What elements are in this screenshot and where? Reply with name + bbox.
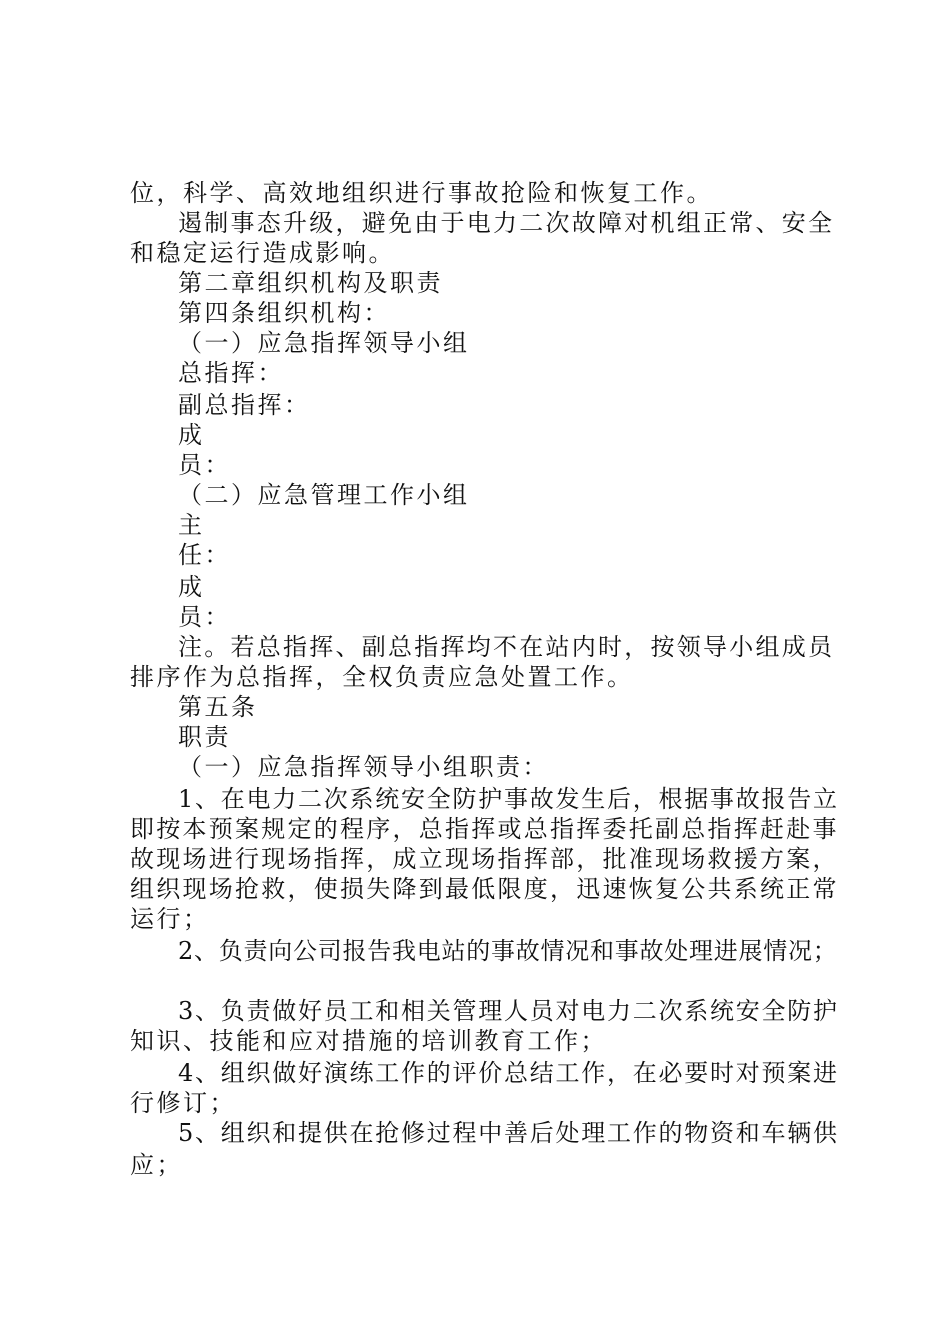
paragraph-line: 位，科学、高效地组织进行事故抢险和恢复工作。 [130, 179, 713, 207]
list-item-line: 组织现场抢救，使损失降到最低限度，迅速恢复公共系统正常 [130, 875, 839, 903]
article-heading: 职责 [178, 723, 231, 751]
list-item-line: 应； [130, 1151, 183, 1179]
role-label: 任： [178, 541, 231, 569]
list-item-line: 即按本预案规定的程序，总指挥或总指挥委托副总指挥赶赴事 [130, 815, 839, 843]
chapter-heading: 第二章组织机构及职责 [178, 269, 443, 297]
role-label: 员： [178, 603, 231, 631]
list-item-line: 行修订； [130, 1089, 236, 1117]
list-item-line: 1、在电力二次系统安全防护事故发生后，根据事故报告立 [178, 785, 839, 813]
list-item-line: 5、组织和提供在抢修过程中善后处理工作的物资和车辆供 [178, 1119, 839, 1147]
list-item-line: 运行； [130, 905, 210, 933]
list-item-line: 3、负责做好员工和相关管理人员对电力二次系统安全防护 [178, 997, 839, 1025]
section-heading: （一）应急指挥领导小组 [178, 329, 470, 357]
role-label: 成 [178, 573, 205, 601]
note-line: 注。若总指挥、副总指挥均不在站内时，按领导小组成员 [178, 633, 835, 661]
list-item-line: 2、负责向公司报告我电站的事故情况和事故处理进展情况； [178, 937, 838, 965]
role-label: 总指挥： [178, 359, 284, 387]
role-label: 成 [178, 421, 205, 449]
section-heading: （二）应急管理工作小组 [178, 481, 470, 509]
role-label: 主 [178, 511, 205, 539]
role-label: 副总指挥： [178, 391, 311, 419]
paragraph-line: 遏制事态升级，避免由于电力二次故障对机组正常、安全 [178, 209, 835, 237]
section-heading: （一）应急指挥领导小组职责： [178, 753, 549, 781]
list-item-line: 故现场进行现场指挥，成立现场指挥部，批准现场救援方案， [130, 845, 839, 873]
role-label: 员： [178, 451, 231, 479]
article-heading: 第四条组织机构： [178, 299, 390, 327]
note-line: 排序作为总指挥，全权负责应急处置工作。 [130, 663, 634, 691]
article-heading: 第五条 [178, 693, 258, 721]
paragraph-line: 和稳定运行造成影响。 [130, 239, 395, 267]
list-item-line: 4、组织做好演练工作的评价总结工作，在必要时对预案进 [178, 1059, 839, 1087]
list-item-line: 知识、技能和应对措施的培训教育工作； [130, 1027, 607, 1055]
